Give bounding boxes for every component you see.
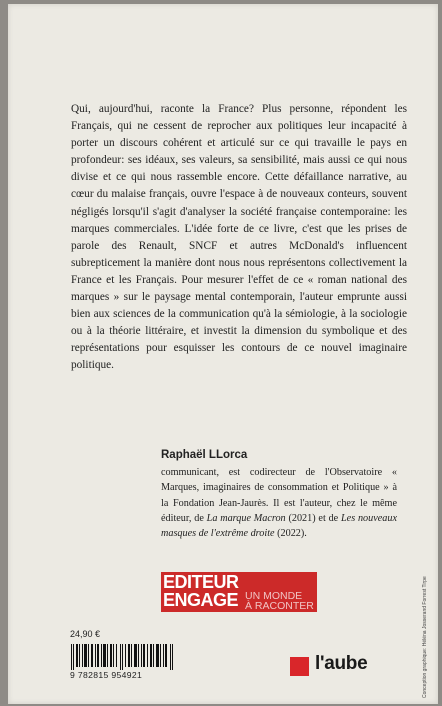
author-bio-part: (2021) et de xyxy=(285,512,341,524)
badge-slogan: UN MONDE xyxy=(245,590,303,602)
author-bio xyxy=(161,465,397,541)
badge-word: EDITEUR xyxy=(163,572,239,592)
barcode xyxy=(70,644,176,670)
blurb-text: Qui, aujourd'hui, raconte la France? Plus personne, répondent les Français, qui ne cessent de reprocher aux politiques leur incapacité à porter un discours cohérent et articulé sur ce qui travaille le pays en profondeur: ses idéaux, ses valeurs, sa sensibilité, mais aussi ce qui nous divise et ce qui nous rassemble encore. Cette défaillance narrative, au cœur du malaise français, ouvre l'espace à de nouveaux conteurs, souvent négligés lorsqu'il s'agit d'analyser la société française contemporaine: les marques commerciales. L'idée forte de ce livre, c'est que les prises de parole des Renault, SNCF et autres McDonald's influencent subrepticement la manière dont nous nous représentons collectivement la France et les Français. Pour mesurer l'effet de ce « roman national des marques » sur le paysage mental contemporain, l'auteur emprunte aussi bien aux sciences de la communication qu'à la sémiologie, à la sociologie ou à la théorie littéraire, et investit la dimension du symbolique et des représentations pour esquisser les contours de ce nouvel imaginaire politique. xyxy=(71,103,407,372)
publisher-logo-text: l'aube xyxy=(315,653,368,674)
author-bio-part: (2022). xyxy=(274,528,307,540)
author-bio-part: communicant, est codirecteur de l'Observatoire « Marques, imaginaires de consommation et Politique » à la Fondation Jean-Jaurès. Il est l'auteur, chez le même éditeur, de xyxy=(161,467,397,524)
back-cover xyxy=(8,4,438,704)
book-title: La marque Macron xyxy=(206,512,286,524)
badge-slogan: À RACONTER xyxy=(245,600,314,612)
author-name: Raphaël LLorca xyxy=(161,449,248,461)
badge-word: ENGAGE xyxy=(163,590,239,610)
editeur-engage-badge xyxy=(161,572,317,612)
publisher-logo-square xyxy=(290,657,309,676)
book-title: Les nouveaux masques de l'extrême droite xyxy=(161,512,397,540)
price-label: 24,90 € xyxy=(70,629,101,639)
design-credit: Conception graphique: Héléna Josserand Forrest Tirpe xyxy=(422,576,428,698)
isbn-digits: 9 782815 954921 xyxy=(70,670,143,680)
